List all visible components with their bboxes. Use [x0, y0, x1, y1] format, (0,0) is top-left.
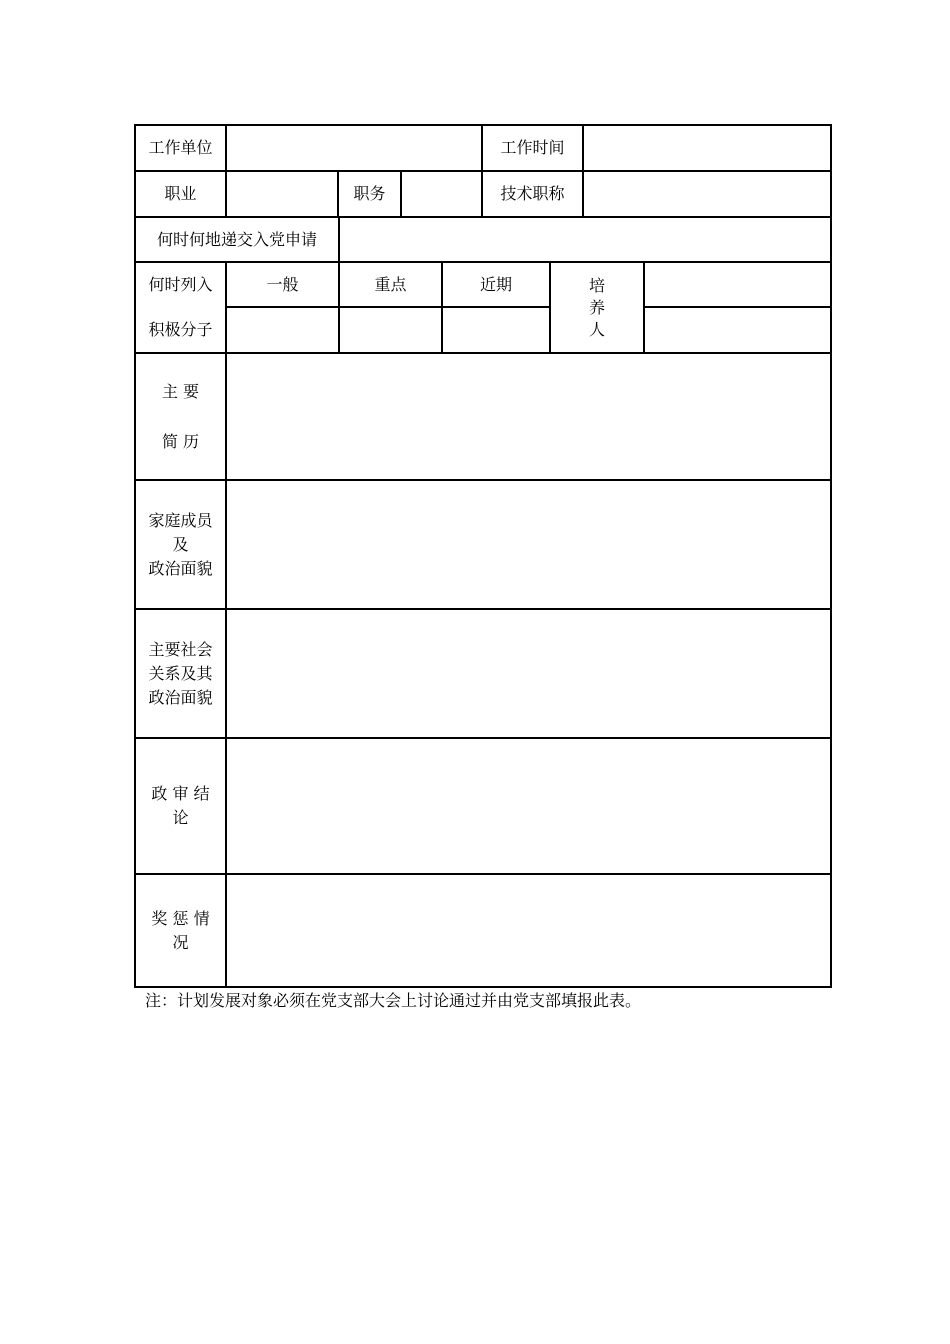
work-time-field[interactable] — [584, 126, 830, 170]
activist-label-line1: 何时列入 — [148, 274, 213, 294]
application-label: 何时何地递交入党申请 — [156, 229, 317, 249]
rewards-label-line: 况 — [172, 932, 189, 952]
work-time-label: 工作时间 — [500, 138, 565, 157]
key-label: 重点 — [374, 274, 407, 294]
rewards-field[interactable] — [227, 875, 830, 986]
trainer-label-char: 养 — [588, 297, 605, 317]
social-label — [136, 610, 225, 737]
resume-label — [136, 354, 225, 479]
general-field[interactable] — [227, 308, 338, 352]
resume-label-line: 主 要 — [161, 381, 200, 401]
social-label-line: 政治面貌 — [148, 687, 213, 707]
trainer-label — [551, 263, 643, 352]
tech-title-field[interactable] — [584, 172, 830, 216]
family-label-line: 家庭成员 — [148, 510, 213, 530]
work-unit-label: 工作单位 — [148, 138, 213, 157]
trainer-field-2[interactable] — [645, 308, 830, 352]
social-label-line: 关系及其 — [148, 663, 213, 683]
family-label-line: 及 — [172, 534, 189, 554]
social-label-line: 主要社会 — [148, 639, 213, 659]
work-unit-field[interactable] — [227, 126, 481, 170]
trainer-field-1[interactable] — [645, 263, 830, 306]
occupation-field[interactable] — [227, 172, 337, 216]
family-label-line: 政治面貌 — [148, 558, 213, 578]
development-target-form — [134, 124, 832, 988]
resume-label-line: 简 历 — [161, 431, 200, 451]
review-label-line: 政 审 结 — [151, 784, 210, 803]
social-field[interactable] — [227, 610, 830, 737]
review-field[interactable] — [227, 739, 830, 873]
rewards-label-line: 奖 惩 情 — [151, 908, 210, 928]
position-label: 职务 — [353, 184, 386, 203]
resume-field[interactable] — [227, 354, 830, 479]
position-field[interactable] — [402, 172, 481, 216]
form-note: 注：计划发展对象必须在党支部大会上讨论通过并由党支部填报此表。 — [145, 991, 642, 1010]
family-field[interactable] — [227, 481, 830, 608]
family-label — [136, 481, 225, 608]
trainer-label-char: 人 — [588, 319, 605, 339]
recent-field[interactable] — [443, 308, 549, 352]
general-label: 一般 — [266, 274, 299, 294]
review-label — [136, 739, 225, 873]
recent-label: 近期 — [479, 274, 512, 294]
application-field[interactable] — [340, 218, 830, 261]
occupation-label: 职业 — [164, 184, 197, 203]
review-label-line: 论 — [172, 808, 189, 827]
tech-title-label: 技术职称 — [500, 184, 565, 203]
rewards-label — [136, 875, 225, 986]
activist-label-line2: 积极分子 — [148, 320, 213, 339]
trainer-label-char: 培 — [588, 275, 605, 295]
key-field[interactable] — [340, 308, 441, 352]
